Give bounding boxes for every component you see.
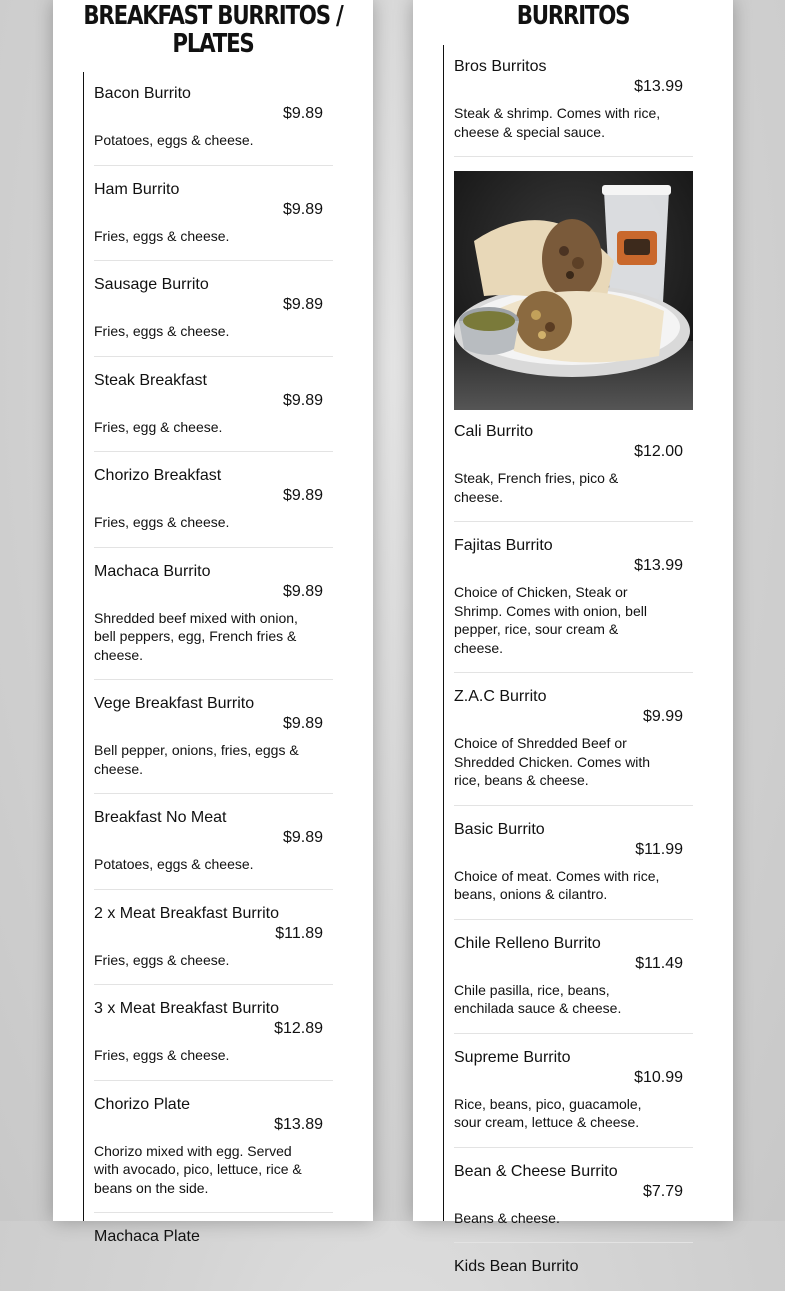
menu-item-description: Fries, eggs & cheese. (94, 951, 230, 968)
menu-item[interactable] (454, 1257, 693, 1277)
menu-item-price: $9.89 (282, 715, 323, 732)
menu-item-description: Chile pasilla, rice, beans, enchilada sauce & cheese. (454, 981, 622, 1016)
menu-item-name: Bean & Cheese Burrito (454, 1162, 618, 1180)
menu-item-description: Shredded beef mixed with onion, bell peppers, egg, French fries & cheese. (94, 609, 298, 663)
menu-item-price: $9.89 (282, 200, 323, 218)
menu-item-price: $11.89 (275, 924, 323, 942)
menu-item-price: $9.89 (282, 105, 323, 122)
breakfast-item-list (94, 84, 333, 1261)
menu-item-name: Sausage Burrito (94, 276, 209, 293)
menu-item[interactable] (94, 84, 333, 166)
menu-item-name: Vege Breakfast Burrito (94, 695, 255, 712)
menu-item[interactable] (454, 536, 693, 673)
menu-item-description: Potatoes, eggs & cheese. (94, 132, 254, 148)
menu-item[interactable] (94, 466, 333, 548)
menu-item-price: $13.99 (634, 78, 683, 95)
breakfast-section-title: BREAKFAST BURRITOS / PLATES (83, 1, 343, 59)
menu-item-name: Fajitas Burrito (454, 537, 553, 554)
menu-item-price: $9.89 (282, 487, 323, 504)
menu-item-name: Bros Burritos (454, 58, 547, 75)
menu-item-name: 3 x Meat Breakfast Burrito (94, 1000, 279, 1017)
menu-item-description: Rice, beans, pico, guacamole, sour cream, lettuce & cheese. (454, 1095, 642, 1130)
burrito-photo (454, 171, 693, 410)
menu-item-name: 2 x Meat Breakfast Burrito (94, 904, 279, 922)
menu-item-price: $9.89 (282, 582, 323, 600)
menu-item-name: Basic Burrito (454, 820, 545, 838)
menu-item-price: $13.89 (274, 1115, 323, 1133)
menu-item-price: $12.00 (634, 443, 683, 460)
menu-item-description: Choice of meat. Comes with rice, beans, onions & cilantro. (454, 867, 660, 902)
menu-item[interactable] (454, 1162, 693, 1244)
menu-item-price: $12.89 (274, 1020, 323, 1037)
menu-item-description: Steak & shrimp. Comes with rice, cheese & special sauce. (454, 105, 661, 140)
menu-item-name: Kids Bean Burrito (454, 1258, 579, 1275)
menu-item-price: $9.89 (282, 296, 323, 313)
menu-item-price: $7.79 (642, 1182, 683, 1200)
menu-item-price: $9.89 (282, 829, 323, 846)
menu-item[interactable] (94, 562, 333, 681)
menu-item-name: Machaca Plate (94, 1228, 200, 1245)
menu-item[interactable] (454, 422, 693, 522)
menu-item[interactable] (94, 694, 333, 794)
menu-item[interactable] (454, 57, 693, 157)
menu-item-name: Steak Breakfast (94, 371, 207, 389)
menu-item-name: Chorizo Breakfast (94, 467, 222, 484)
burritos-section-title: BURRITOS (516, 1, 630, 31)
menu-item-name: Cali Burrito (454, 423, 534, 440)
burritos-item-list (454, 57, 693, 1291)
menu-item[interactable] (454, 934, 693, 1034)
menu-item-name: Z.A.C Burrito (454, 688, 547, 705)
menu-item-name: Ham Burrito (94, 180, 180, 198)
menu-item[interactable] (454, 687, 693, 806)
menu-item-name: Bacon Burrito (94, 85, 191, 102)
menu-item[interactable] (94, 1227, 333, 1247)
menu-item-price: $9.89 (282, 391, 323, 409)
menu-item[interactable] (454, 820, 693, 920)
menu-item-description: Potatoes, eggs & cheese. (94, 856, 254, 872)
section-divider-line (443, 45, 444, 1221)
menu-item-description: Bell pepper, onions, fries, eggs & cheese. (94, 742, 299, 777)
menu-item-name: Machaca Burrito (94, 562, 211, 580)
menu-item-name: Chile Relleno Burrito (454, 934, 601, 952)
burrito-photo-icon (454, 171, 693, 410)
menu-item-name: Chorizo Plate (94, 1095, 191, 1113)
menu-item[interactable] (454, 1048, 693, 1148)
menu-item-description: Fries, eggs & cheese. (94, 227, 230, 244)
menu-item-description: Fries, egg & cheese. (94, 418, 223, 435)
menu-item-description: Beans & cheese. (454, 1209, 560, 1226)
menu-item[interactable] (94, 275, 333, 357)
menu-item-price: $10.99 (634, 1068, 683, 1086)
menu-item[interactable] (94, 999, 333, 1081)
menu-item-description: Fries, eggs & cheese. (94, 514, 230, 530)
menu-item-description: Fries, eggs & cheese. (94, 1047, 230, 1063)
menu-item-description: Steak, French fries, pico & cheese. (454, 470, 619, 505)
menu-item[interactable] (94, 371, 333, 453)
menu-item-price: $11.49 (635, 954, 683, 972)
menu-item-description: Chorizo mixed with egg. Served with avocado, pico, lettuce, rice & beans on the side. (94, 1142, 302, 1196)
menu-item[interactable] (94, 1095, 333, 1214)
menu-item-name: Breakfast No Meat (94, 809, 227, 826)
menu-item-price: $9.99 (642, 708, 683, 725)
menu-item[interactable] (94, 180, 333, 262)
menu-item-name: Supreme Burrito (454, 1048, 571, 1066)
burritos-menu-panel (413, 0, 733, 1275)
menu-item[interactable] (94, 904, 333, 986)
menu-item-price: $11.99 (635, 840, 683, 858)
section-divider-line (83, 72, 84, 1221)
menu-item-description: Choice of Chicken, Steak or Shrimp. Comes with onion, bell pepper, rice, sour cream & cheese. (454, 584, 647, 656)
menu-item-description: Choice of Shredded Beef or Shredded Chicken. Comes with rice, beans & cheese. (454, 735, 651, 788)
menu-item[interactable] (94, 808, 333, 890)
menu-item-price: $13.99 (634, 557, 683, 574)
breakfast-menu-panel (53, 0, 373, 1245)
menu-item-description: Fries, eggs & cheese. (94, 323, 230, 339)
